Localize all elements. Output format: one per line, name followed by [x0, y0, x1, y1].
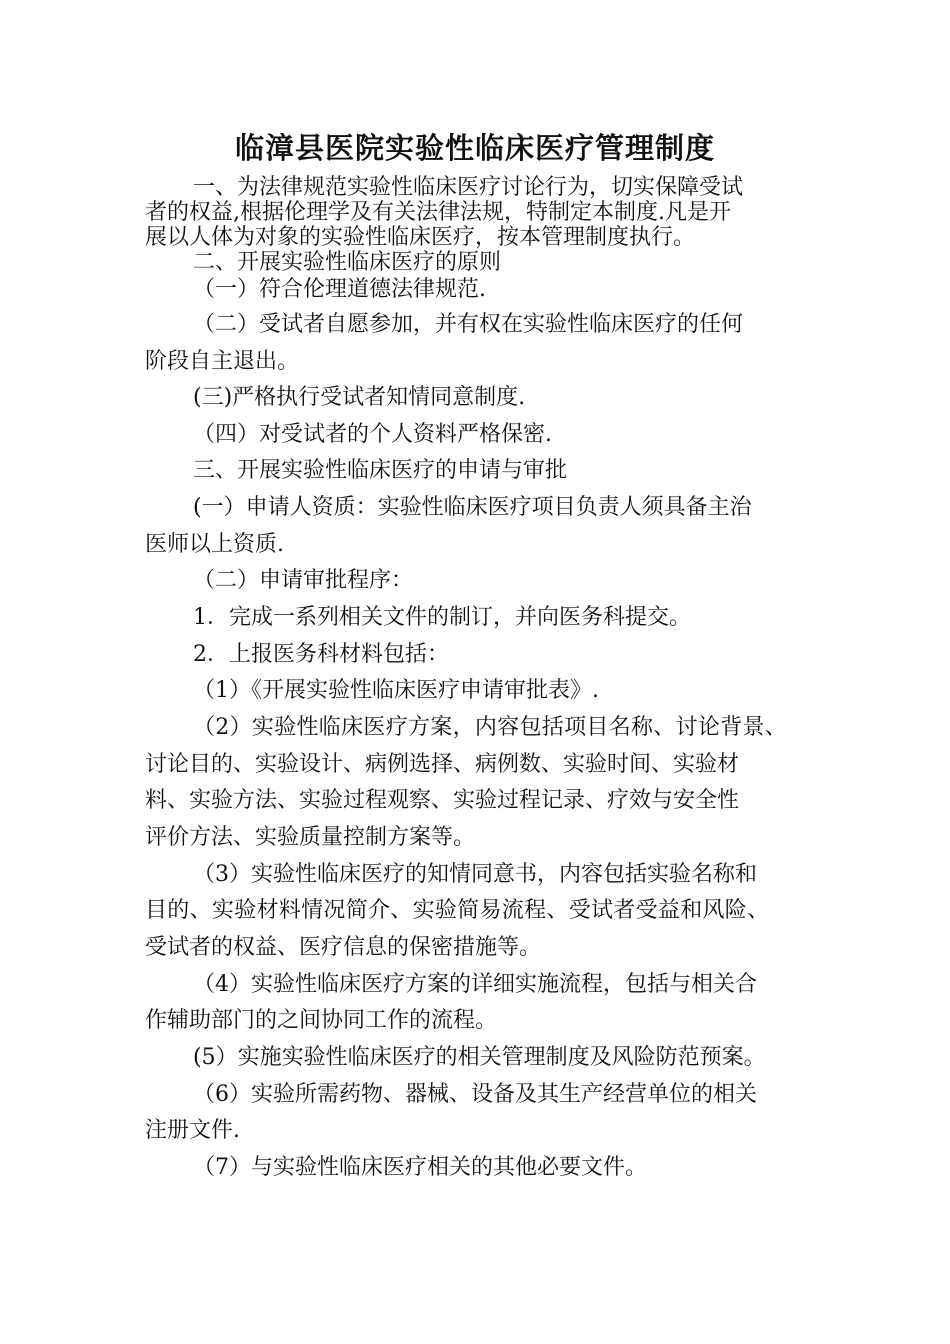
paragraph-line: （6）实验所需药物、器械、设备及其生产经营单位的相关: [193, 1082, 757, 1107]
paragraph-line: 料、实验方法、实验过程观察、实验过程记录、疗效与安全性: [145, 788, 740, 813]
paragraph-line: 二、开展实验性临床医疗的原则: [193, 250, 502, 275]
paragraph-line: 阶段自主退出。: [145, 349, 300, 374]
paragraph-line: （2）实验性临床医疗方案，内容包括项目名称、讨论背景、: [193, 715, 788, 740]
paragraph-line: （1）《开展实验性临床医疗申请审批表》.: [193, 678, 599, 703]
paragraph-line: （四）对受试者的个人资料严格保密.: [193, 422, 552, 447]
paragraph-line: （3）实验性临床医疗的知情同意书，内容包括实验名称和: [193, 862, 757, 887]
paragraph-line: 展以人体为对象的实验性临床医疗，按本管理制度执行。: [145, 225, 696, 250]
paragraph-line: （二）受试者自愿参加，并有权在实验性临床医疗的任何: [193, 312, 744, 337]
paragraph-line: 一、为法律规范实验性临床医疗讨论行为，切实保障受试: [193, 175, 744, 200]
paragraph-line: 受试者的权益、医疗信息的保密措施等。: [145, 935, 542, 960]
paragraph-line: 评价方法、实验质量控制方案等。: [145, 825, 476, 850]
paragraph-line: 1．完成一系列相关文件的制订，并向医务科提交。: [193, 605, 691, 630]
paragraph-line: 目的、实验材料情况简介、实验简易流程、受试者受益和风险、: [145, 898, 770, 923]
paragraph-line: （4）实验性临床医疗方案的详细实施流程，包括与相关合: [193, 972, 757, 997]
paragraph-line: （一）符合伦理道德法律规范.: [193, 277, 486, 302]
paragraph-line: (一）申请人资质：实验性临床医疗项目负责人须具备主治: [193, 495, 752, 520]
paragraph-line: 三、开展实验性临床医疗的申请与审批: [193, 458, 568, 483]
document-title: 临漳县医院实验性临床医疗管理制度: [234, 131, 715, 165]
paragraph-line: （7）与实验性临床医疗相关的其他必要文件。: [193, 1155, 647, 1180]
paragraph-line: 2．上报医务科材料包括：: [193, 642, 449, 667]
paragraph-line: 注册文件.: [145, 1118, 240, 1143]
paragraph-line: 讨论目的、实验设计、病例选择、病例数、实验时间、实验材: [145, 752, 740, 777]
paragraph-line: (三)严格执行受试者知情同意制度.: [193, 385, 526, 410]
paragraph-line: （二）申请审批程序：: [193, 568, 414, 593]
paragraph-line: 医师以上资质.: [145, 532, 284, 557]
paragraph-line: (5）实施实验性临床医疗的相关管理制度及风险防范预案。: [193, 1045, 766, 1070]
paragraph-line: 者的权益,根据伦理学及有关法律法规，特制定本制度.凡是开: [145, 200, 731, 225]
paragraph-line: 作辅助部门的之间协同工作的流程。: [145, 1008, 498, 1033]
